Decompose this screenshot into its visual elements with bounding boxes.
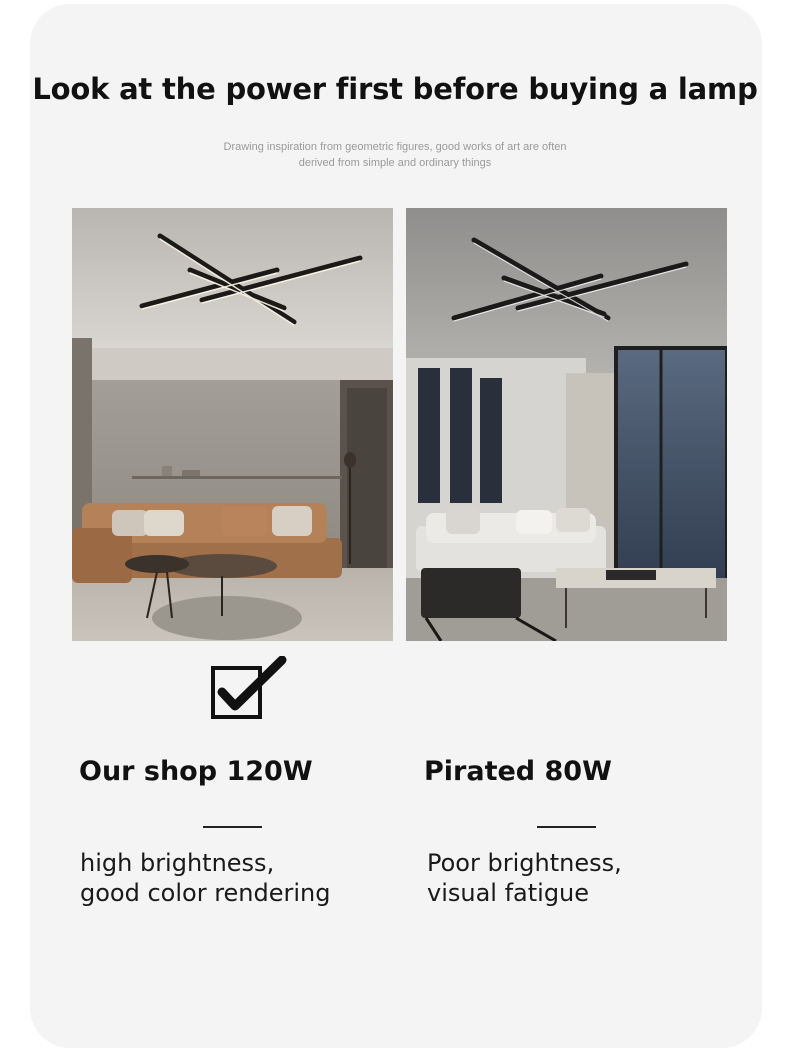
left-divider xyxy=(203,826,262,828)
subtitle-line-1: Drawing inspiration from geometric figures, good works of art are often xyxy=(223,141,567,153)
right-divider xyxy=(537,826,596,828)
pirated-desc-line-1: Poor brightness, xyxy=(427,849,622,877)
pirated-power-title: Pirated 80W xyxy=(424,756,612,787)
shop-description xyxy=(80,848,331,908)
shop-desc-line-2: good color rendering xyxy=(80,879,331,907)
pirated-lamp-room-photo xyxy=(406,208,727,641)
checkbox-checked-icon xyxy=(210,656,290,722)
headline: Look at the power first before buying a lamp xyxy=(32,72,758,106)
shop-lamp-room-photo xyxy=(72,208,393,641)
pirated-description xyxy=(427,848,622,908)
shop-power-title: Our shop 120W xyxy=(79,756,313,787)
subtitle-line-2: derived from simple and ordinary things xyxy=(298,157,492,169)
pirated-desc-line-2: visual fatigue xyxy=(427,879,590,907)
shop-desc-line-1: high brightness, xyxy=(80,849,275,877)
